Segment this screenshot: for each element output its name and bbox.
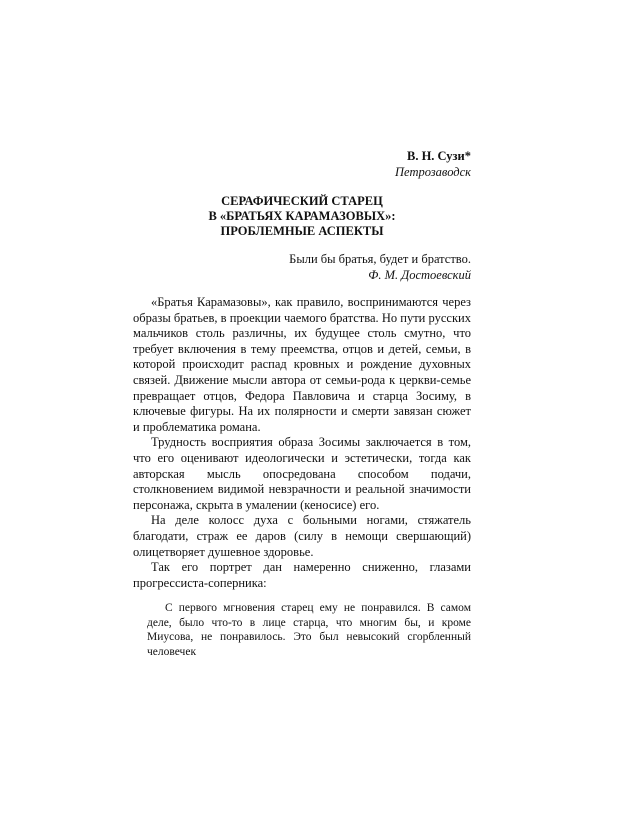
block-quote: С первого мгновения старец ему не понравился. В самом деле, было что-то в лице старца, что многим бы, и кроме Миусова, не понравилось. Это был невысокий сгорбленный человечек xyxy=(147,602,471,658)
author-name: В. Н. Сузи* xyxy=(406,149,471,163)
paragraph-1: «Братья Карамазовы», как правило, воспринимаются через образы братьев, в проекции чаемого братства. Но пути русских мальчиков столь различны, их будущее столь смутно, что требует включения в тему преемства, отцов и детей, семьи, в которой происходит распад кровных и рождение духовных связей. Движение мысли автора от семьи-рода к церкви-семье превращает отцов, Федора Павловича и старца Зосиму, в ключевые фигуры. На их полярности и смерти завязан сюжет и проблематика романа. xyxy=(133,295,471,434)
title-line-1: СЕРАФИЧЕСКИЙ СТАРЕЦ xyxy=(221,194,383,208)
paragraph-2: Трудность восприятия образа Зосимы заключается в том, что его оценивают идеологически и эстетически, тогда как авторская мысль опосредована способом подачи, столкновением видимой невзрачности и реальной значимости персонажа, скрыта в умалении (кеносисе) его. xyxy=(133,435,471,512)
article-page xyxy=(133,148,471,659)
paragraph-3: На деле колосс духа с больными ногами, стяжатель благодати, страж ее даров (силу в немощи свершающий) олицетворяет душевное здоровье. xyxy=(133,513,471,559)
title-line-2: В «БРАТЬЯХ КАРАМАЗОВЫХ»: xyxy=(208,209,396,223)
paragraph-4: Так его портрет дан намеренно сниженно, глазами прогрессиста-соперника: xyxy=(133,560,471,590)
author-city: Петрозаводск xyxy=(395,165,471,179)
title-line-3: ПРОБЛЕМНЫЕ АСПЕКТЫ xyxy=(220,224,384,238)
article-body xyxy=(133,295,471,659)
epigraph-text: Были бы братья, будет и братство. xyxy=(289,252,471,266)
article-title xyxy=(133,194,471,239)
epigraph-source: Ф. М. Достоевский xyxy=(368,268,471,282)
epigraph xyxy=(133,251,471,283)
